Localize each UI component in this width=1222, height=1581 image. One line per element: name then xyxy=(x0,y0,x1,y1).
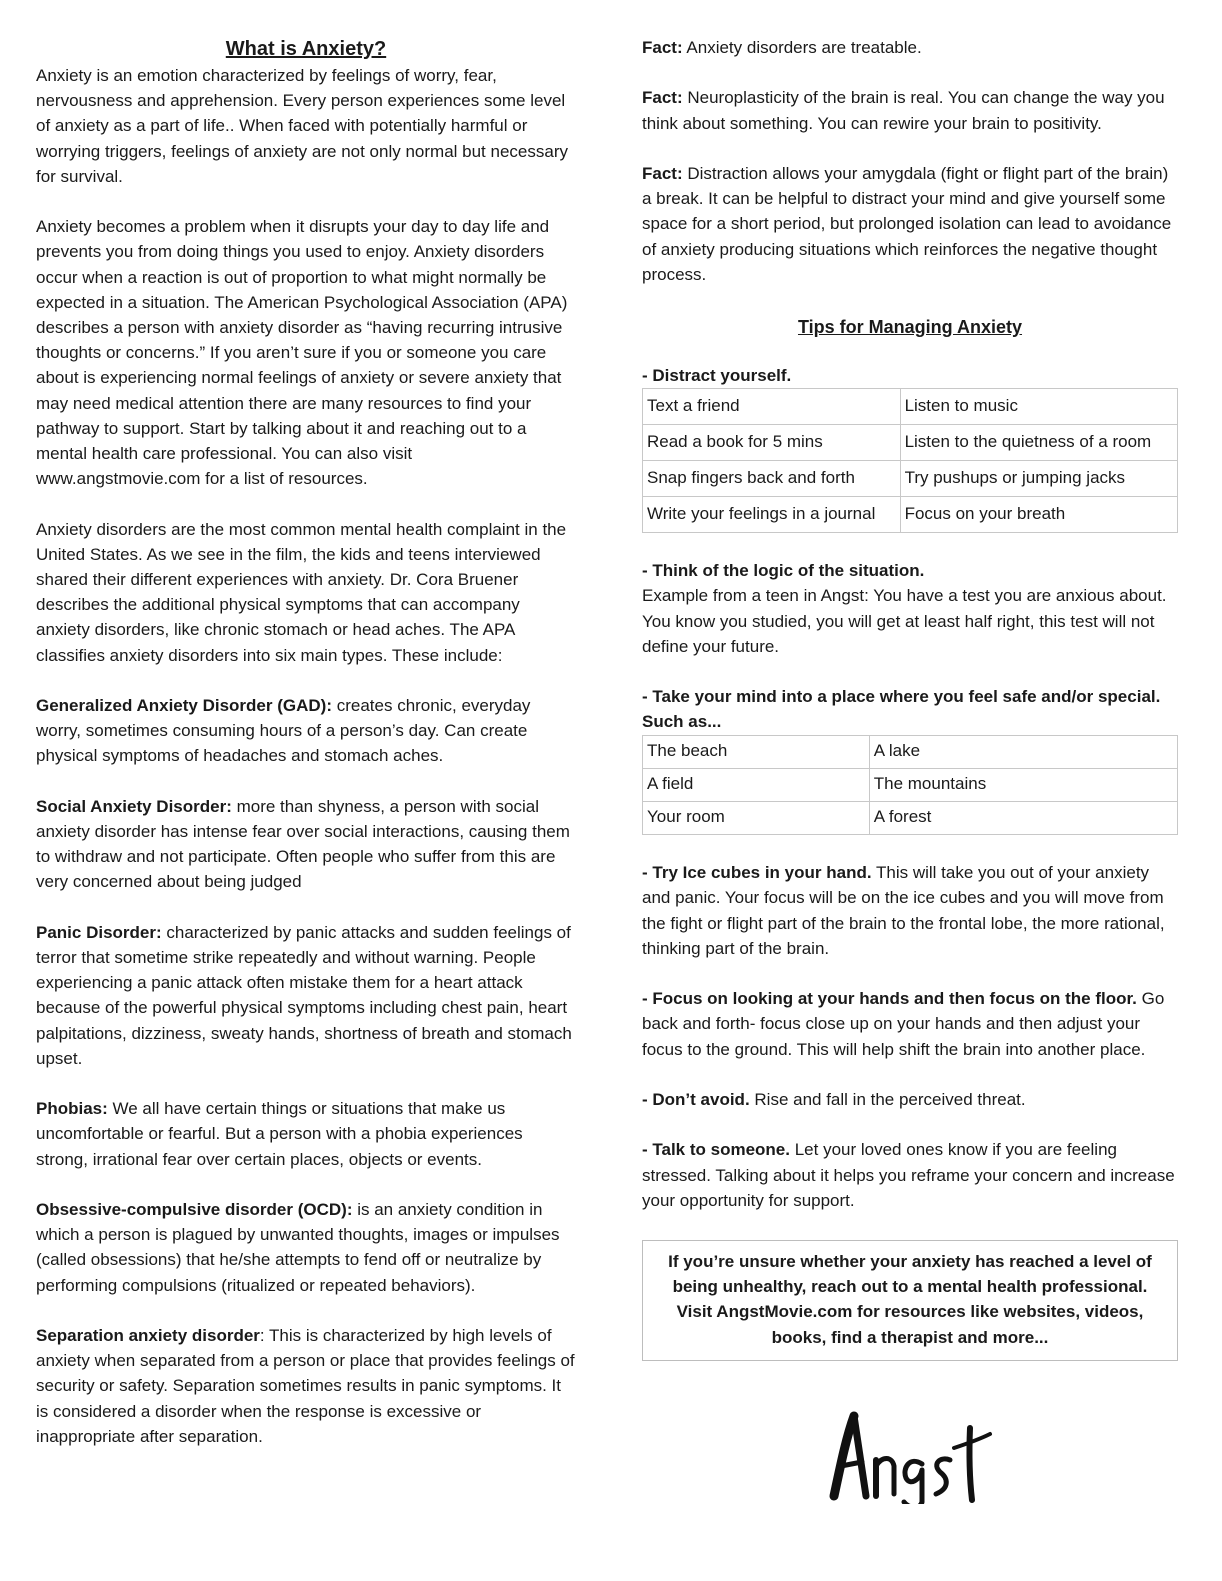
type-description: characterized by panic attacks and sudden feelings of terror that sometime strike repeatedly and without warning. People experiencing a panic attack often mistake them for a heart attack because of the powerful physical symptoms including chest pain, heart palpitations, dizziness, sweaty hands, shortness of breath and stomach upset. xyxy=(36,922,572,1068)
type-ocd xyxy=(36,1197,576,1298)
resources-callout: If you’re unsure whether your anxiety has reached a level of being unhealthy, reach out to a mental health professional. Visit AngstMovie.com for resources like websites, videos, books, find a therapist and more... xyxy=(642,1240,1178,1361)
intro-paragraph: Anxiety is an emotion characterized by feelings of worry, fear, nervousness and apprehension. Every person experiences some level of anxiety as a part of life.. When faced with potentially harmful or worrying triggers, feelings of anxiety are not only normal but necessary for survival. xyxy=(36,66,568,186)
table-row xyxy=(643,461,1178,497)
table-cell: Write your feelings in a journal xyxy=(643,497,901,533)
type-description: more than shyness, a person with social anxiety disorder has intense fear over social interactions, causing them to withdraw and not participate. Often people who suffer from this are very concerned about being judged xyxy=(36,796,570,892)
tip-text: Go back and forth- focus close up on your hands and then adjust your focus to the ground. This will help shift the brain into another place. xyxy=(642,989,1165,1059)
type-term: Obsessive-compulsive disorder (OCD): xyxy=(36,1200,353,1220)
tip-text: Rise and fall in the perceived threat. xyxy=(749,1090,1026,1110)
left-column xyxy=(36,35,576,1474)
fact-text: Anxiety disorders are treatable. xyxy=(682,38,922,57)
fact-label: Fact: xyxy=(642,163,683,183)
logic-text: Example from a teen in Angst: You have a test you are anxious about. You know you studied, you will get at least half right, this test will not define your future. xyxy=(642,586,1167,656)
types-intro-paragraph: Anxiety disorders are the most common mental health complaint in the United States. As we see in the film, the kids and teens interviewed shared their different experiences with anxiety. Dr. Cora Bruener describes the additional physical symptoms that can accompany anxiety disorders, like chronic stomach or head aches. The APA classifies anxiety disorders into six main types. These include: xyxy=(36,519,567,665)
fact-label: Fact: xyxy=(642,88,683,108)
type-term: Phobias: xyxy=(36,1099,108,1119)
table-cell: A forest xyxy=(869,802,1177,835)
fact-treatable xyxy=(642,35,1178,60)
type-description: : This is characterized by high levels of anxiety when separated from a person or place that provides feelings of security or safety. Separation sometimes results in panic symptoms. It is considered a disorder when the response is excessive or inappropriate after separation. xyxy=(36,1326,575,1446)
type-term: Separation anxiety disorder xyxy=(36,1326,260,1346)
table-row xyxy=(643,425,1178,461)
table-row xyxy=(643,802,1178,835)
table-cell: Text a friend xyxy=(643,389,901,425)
type-social-anxiety xyxy=(36,794,576,895)
table-cell: Your room xyxy=(643,802,870,835)
tip-ice-cubes xyxy=(642,860,1178,961)
type-description: is an anxiety condition in which a person is plagued by unwanted thoughts, images or impulses (called obsessions) that he/she attempts to fend off or neutralize by performing compulsions (ritualized or repeated behaviors). xyxy=(36,1200,560,1295)
fact-label: Fact: xyxy=(642,38,683,57)
table-row xyxy=(643,497,1178,533)
table-cell: Read a book for 5 mins xyxy=(643,425,901,461)
type-panic-disorder xyxy=(36,920,576,1071)
tip-bold: - Don’t avoid. xyxy=(642,1090,750,1110)
fact-neuroplasticity xyxy=(642,85,1178,135)
tip-hands-floor xyxy=(642,986,1178,1062)
tip-bold: - Focus on looking at your hands and then focus on the floor. xyxy=(642,989,1137,1009)
distract-heading: - Distract yourself. xyxy=(642,366,792,385)
table-cell: Focus on your breath xyxy=(900,497,1177,533)
problem-paragraph: Anxiety becomes a problem when it disrupts your day to day life and prevents you from doing things you used to enjoy. Anxiety disorders occur when a reaction is out of proportion to what might normally be expected in a situation. The American Psychological Association (APA) describes a person with anxiety disorder as “having recurring intrusive thoughts or concerns.” If you aren’t sure if you or someone you care about is experiencing normal feelings of anxiety or severe anxiety that may need medical attention there are many resources to find your pathway to support. Start by talking about it and reaching out to a mental health care professional. You can also visit www.angstmovie.com for a list of resources. xyxy=(36,217,568,489)
page-title: What is Anxiety? xyxy=(225,38,387,60)
type-gad xyxy=(36,693,576,769)
place-heading: - Take your mind into a place where you feel safe and/or special. Such as... xyxy=(642,687,1161,732)
tip-text: This will take you out of your anxiety and panic. Your focus will be on the ice cubes and you will move from the fight or flight part of the brain to the frontal lobe, the more rational, thinking part of the brain. xyxy=(642,863,1165,958)
type-separation-anxiety xyxy=(36,1323,576,1449)
right-column xyxy=(642,35,1178,1361)
angst-logo xyxy=(826,1408,994,1504)
tip-dont-avoid xyxy=(642,1087,1178,1112)
table-row xyxy=(643,768,1178,801)
type-description: creates chronic, everyday worry, sometimes consuming hours of a person’s day. Can create physical symptoms of headaches and stomach aches. xyxy=(36,696,531,766)
type-phobias xyxy=(36,1096,576,1172)
tip-bold: - Talk to someone. xyxy=(642,1140,790,1160)
type-term: Panic Disorder: xyxy=(36,922,162,942)
table-cell: The mountains xyxy=(869,768,1177,801)
logo-text: Angst xyxy=(910,1503,913,1504)
table-cell: Try pushups or jumping jacks xyxy=(900,461,1177,497)
fact-text: Neuroplasticity of the brain is real. You can change the way you think about something. You can rewire your brain to positivity. xyxy=(642,88,1165,133)
type-description: We all have certain things or situations that make us uncomfortable or fearful. But a person with a phobia experiences strong, irrational fear over certain places, objects or events. xyxy=(36,1099,523,1169)
place-table xyxy=(642,735,1178,836)
tips-title: Tips for Managing Anxiety xyxy=(797,317,1023,337)
table-cell: Listen to the quietness of a room xyxy=(900,425,1177,461)
logic-heading: - Think of the logic of the situation. xyxy=(642,561,925,581)
table-cell: Listen to music xyxy=(900,389,1177,425)
tip-text: Let your loved ones know if you are feeling stressed. Talking about it helps you reframe your concern and increase your opportunity for support. xyxy=(642,1140,1175,1210)
table-cell: Snap fingers back and forth xyxy=(643,461,901,497)
fact-distraction xyxy=(642,161,1178,287)
table-row xyxy=(643,735,1178,768)
fact-text: Distraction allows your amygdala (fight or flight part of the brain) a break. It can be helpful to distract your mind and give yourself some space for a short period, but prolonged isolation can lead to avoidance of anxiety producing situations which reinforces the negative thought process. xyxy=(642,163,1172,284)
table-cell: The beach xyxy=(643,735,870,768)
tip-bold: - Try Ice cubes in your hand. xyxy=(642,863,872,883)
table-cell: A lake xyxy=(869,735,1177,768)
distract-table xyxy=(642,388,1178,533)
table-cell: A field xyxy=(643,768,870,801)
tip-talk xyxy=(642,1137,1178,1213)
type-term: Social Anxiety Disorder: xyxy=(36,796,232,816)
type-term: Generalized Anxiety Disorder (GAD): xyxy=(36,696,332,716)
table-row xyxy=(643,389,1178,425)
